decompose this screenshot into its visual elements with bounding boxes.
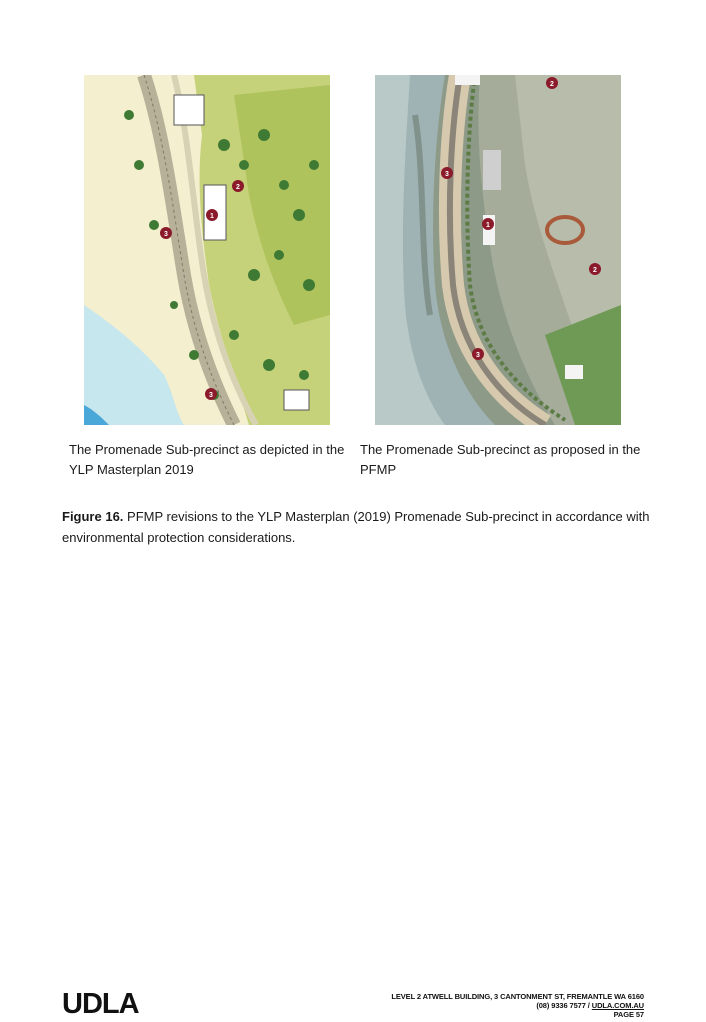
svg-text:1: 1 [210, 213, 214, 220]
left-image-caption: The Promenade Sub-precinct as depicted in the YLP Masterplan 2019 [69, 442, 345, 477]
footer-contact [391, 1001, 644, 1010]
right-marker-2a [546, 77, 558, 89]
svg-text:3: 3 [445, 171, 449, 178]
right-marker-2b [589, 263, 601, 275]
figure-text: PFMP revisions to the YLP Masterplan (2019) Promenade Sub-precinct in accordance with environmental protection considerations. [62, 509, 650, 545]
masterplan-sketch-illustration [84, 75, 330, 425]
svg-text:2: 2 [593, 267, 597, 274]
masterplan-2019-image [84, 75, 330, 425]
svg-text:2: 2 [236, 184, 240, 191]
pfmp-aerial-illustration [375, 75, 621, 425]
left-marker-3b [205, 388, 217, 400]
footer-separator: / [585, 1001, 592, 1010]
pfmp-proposed-image [375, 75, 621, 425]
footer-website-link[interactable]: UDLA.COM.AU [591, 1001, 644, 1010]
svg-text:1: 1 [486, 222, 490, 229]
footer-phone: (08) 9336 7577 [536, 1001, 586, 1010]
right-image-caption: The Promenade Sub-precinct as proposed in the PFMP [360, 442, 641, 477]
right-marker-1 [482, 218, 494, 230]
left-marker-2 [232, 180, 244, 192]
left-marker-3a [160, 227, 172, 239]
page-footer [391, 992, 644, 1019]
right-marker-3b [472, 348, 484, 360]
svg-text:3: 3 [476, 352, 480, 359]
svg-text:3: 3 [164, 231, 168, 238]
svg-text:2: 2 [550, 81, 554, 88]
svg-text:3: 3 [209, 392, 213, 399]
page-number: PAGE 57 [613, 1010, 644, 1019]
figure-caption [62, 506, 652, 548]
footer-address: LEVEL 2 ATWELL BUILDING, 3 CANTONMENT ST, FREMANTLE WA 6160 [391, 992, 644, 1001]
left-marker-1 [206, 209, 218, 221]
right-marker-3a [441, 167, 453, 179]
udla-logo: UDLA [62, 988, 139, 1020]
figure-label: Figure 16. [62, 509, 124, 524]
